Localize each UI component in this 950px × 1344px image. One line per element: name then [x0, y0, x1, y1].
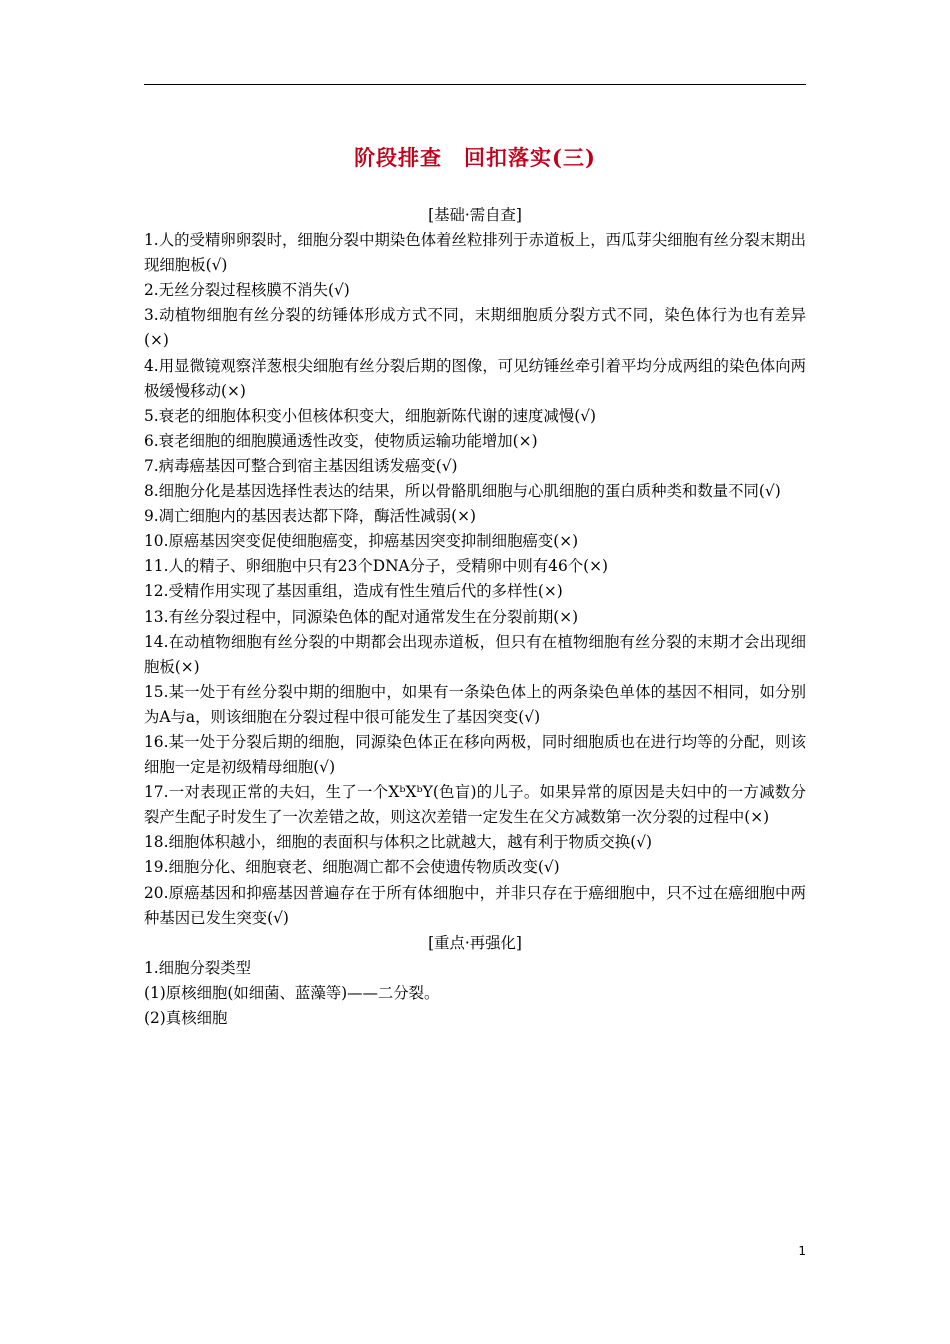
basics-item-19: 19.细胞分化、细胞衰老、细胞凋亡都不会使遗传物质改变(√): [144, 858, 560, 877]
basics-item-14: 14.在动植物细胞有丝分裂的中期都会出现赤道板，但只有在植物细胞有丝分裂的末期才会出现细胞板(×): [144, 632, 806, 676]
basics-item-11: 11.人的精子、卵细胞中只有23个DNA分子，受精卵中则有46个(×): [144, 557, 609, 576]
basics-item-1: 1.人的受精卵卵裂时，细胞分裂中期染色体着丝粒排列于赤道板上，西瓜芽尖细胞有丝分裂末期出现细胞板(√): [144, 231, 806, 275]
basics-item-3: 3.动植物细胞有丝分裂的纺锤体形成方式不同，末期细胞质分裂方式不同，染色体行为也有差异(×): [144, 306, 806, 350]
basics-item-12: 12.受精作用实现了基因重组，造成有性生殖后代的多样性(×): [144, 582, 563, 601]
page-title: 阶段排查 回扣落实(三): [354, 145, 596, 170]
header-rule: [144, 84, 806, 85]
basics-item-13: 13.有丝分裂过程中，同源染色体的配对通常发生在分裂前期(×): [144, 607, 579, 626]
basics-item-20: 20.原癌基因和抑癌基因普遍存在于所有体细胞中，并非只存在于癌细胞中，只不过在癌细胞中两种基因已发生突变(√): [144, 883, 806, 927]
key-point-item-2: (1)原核细胞(如细菌、蓝藻等)——二分裂。: [144, 983, 440, 1002]
basics-item-8: 8.细胞分化是基因选择性表达的结果，所以骨骼肌细胞与心肌细胞的蛋白质种类和数量不同(√): [144, 482, 781, 501]
key-point-item-1: 1.细胞分裂类型: [144, 958, 252, 977]
basics-item-2: 2.无丝分裂过程核膜不消失(√): [144, 281, 350, 300]
basics-item-6: 6.衰老细胞的细胞膜通透性改变，使物质运输功能增加(×): [144, 431, 538, 450]
basics-item-7: 7.病毒癌基因可整合到宿主基因组诱发癌变(√): [144, 456, 458, 475]
basics-item-15: 15.某一处于有丝分裂中期的细胞中，如果有一条染色体上的两条染色单体的基因不相同，如分别为A与a，则该细胞在分裂过程中很可能发生了基因突变(√): [144, 682, 806, 726]
key-point-item-3: (2)真核细胞: [144, 1009, 228, 1027]
basics-item-9: 9.凋亡细胞内的基因表达都下降，酶活性减弱(×): [144, 507, 477, 526]
document-body: [144, 203, 806, 1031]
basics-item-17: 17.一对表现正常的夫妇，生了一个XᵇXᵇY(色盲)的儿子。如果异常的原因是夫妇中的一方减数分裂产生配子时发生了一次差错之故，则这次差错一定发生在父方减数第一次分裂的过程中(×): [144, 783, 806, 827]
section-heading-key-points: [重点·再强化]: [428, 933, 522, 952]
page-number: 1: [798, 1244, 806, 1258]
basics-item-16: 16.某一处于分裂后期的细胞，同源染色体正在移向两极，同时细胞质也在进行均等的分配，则该细胞一定是初级精母细胞(√): [144, 732, 806, 777]
basics-item-5: 5.衰老的细胞体积变小但核体积变大，细胞新陈代谢的速度减慢(√): [144, 406, 597, 425]
section-heading-basics: [基础·需自查]: [428, 206, 522, 224]
basics-item-10: 10.原癌基因突变促使细胞癌变，抑癌基因突变抑制细胞癌变(×): [144, 532, 579, 551]
basics-item-4: 4.用显微镜观察洋葱根尖细胞有丝分裂后期的图像，可见纺锤丝牵引着平均分成两组的染色体向两极缓慢移动(×): [144, 356, 806, 400]
basics-item-18: 18.细胞体积越小，细胞的表面积与体积之比就越大，越有利于物质交换(√): [144, 833, 653, 852]
